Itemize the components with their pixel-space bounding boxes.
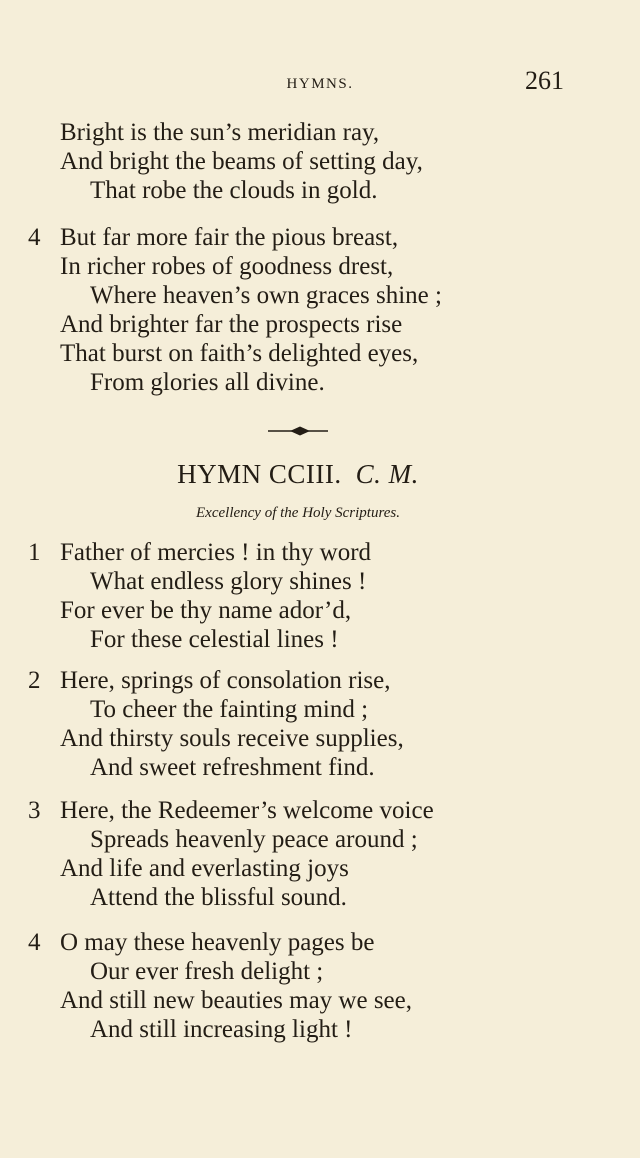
verse-line: Where heaven’s own graces shine ; bbox=[90, 282, 442, 309]
verse-line: To cheer the fainting mind ; bbox=[90, 696, 369, 723]
verse-line: From glories all divine. bbox=[90, 369, 325, 396]
stanza-number: 4 bbox=[28, 929, 41, 956]
verse-line: Here, springs of consolation rise, bbox=[60, 667, 391, 694]
verse-line: And life and everlasting joys bbox=[60, 855, 349, 882]
stanza-number: 4 bbox=[28, 224, 41, 251]
verse-line: Bright is the sun’s meridian ray, bbox=[60, 119, 380, 146]
verse-line: In richer robes of goodness drest, bbox=[60, 253, 394, 280]
verse-line: That robe the clouds in gold. bbox=[90, 177, 378, 204]
verse-line: For ever be thy name ador’d, bbox=[60, 597, 352, 624]
verse-line: That burst on faith’s delighted eyes, bbox=[60, 340, 419, 367]
hymn-number-title: HYMN CCIII. bbox=[177, 459, 342, 489]
verse-line: O may these heavenly pages be bbox=[60, 929, 375, 956]
running-title: HYMNS. bbox=[286, 76, 354, 92]
verse-line: And bright the beams of setting day, bbox=[60, 148, 423, 175]
verse-line: And sweet refreshment find. bbox=[90, 754, 375, 781]
verse-line: And still increasing light ! bbox=[90, 1016, 353, 1043]
verse-line: And brighter far the prospects rise bbox=[60, 311, 403, 338]
stanza-number: 3 bbox=[28, 797, 41, 824]
verse-line: Here, the Redeemer’s welcome voice bbox=[60, 797, 434, 824]
hymn-meter: C. M. bbox=[355, 459, 419, 489]
verse-line: Our ever fresh delight ; bbox=[90, 958, 324, 985]
ornament-divider bbox=[268, 424, 328, 438]
stanza-number: 1 bbox=[28, 539, 41, 566]
verse-line: For these celestial lines ! bbox=[90, 626, 339, 653]
verse-line: Spreads heavenly peace around ; bbox=[90, 826, 418, 853]
page-number: 261 bbox=[525, 66, 564, 95]
hymn-subtitle: Excellency of the Holy Scriptures. bbox=[196, 505, 400, 521]
stanza-number: 2 bbox=[28, 667, 41, 694]
verse-line: Attend the blissful sound. bbox=[90, 884, 347, 911]
verse-line: But far more fair the pious breast, bbox=[60, 224, 399, 251]
hymn-title bbox=[0, 459, 596, 490]
verse-line: And thirsty souls receive supplies, bbox=[60, 725, 404, 752]
verse-line: Father of mercies ! in thy word bbox=[60, 539, 372, 566]
verse-line: And still new beauties may we see, bbox=[60, 987, 412, 1014]
verse-line: What endless glory shines ! bbox=[90, 568, 367, 595]
